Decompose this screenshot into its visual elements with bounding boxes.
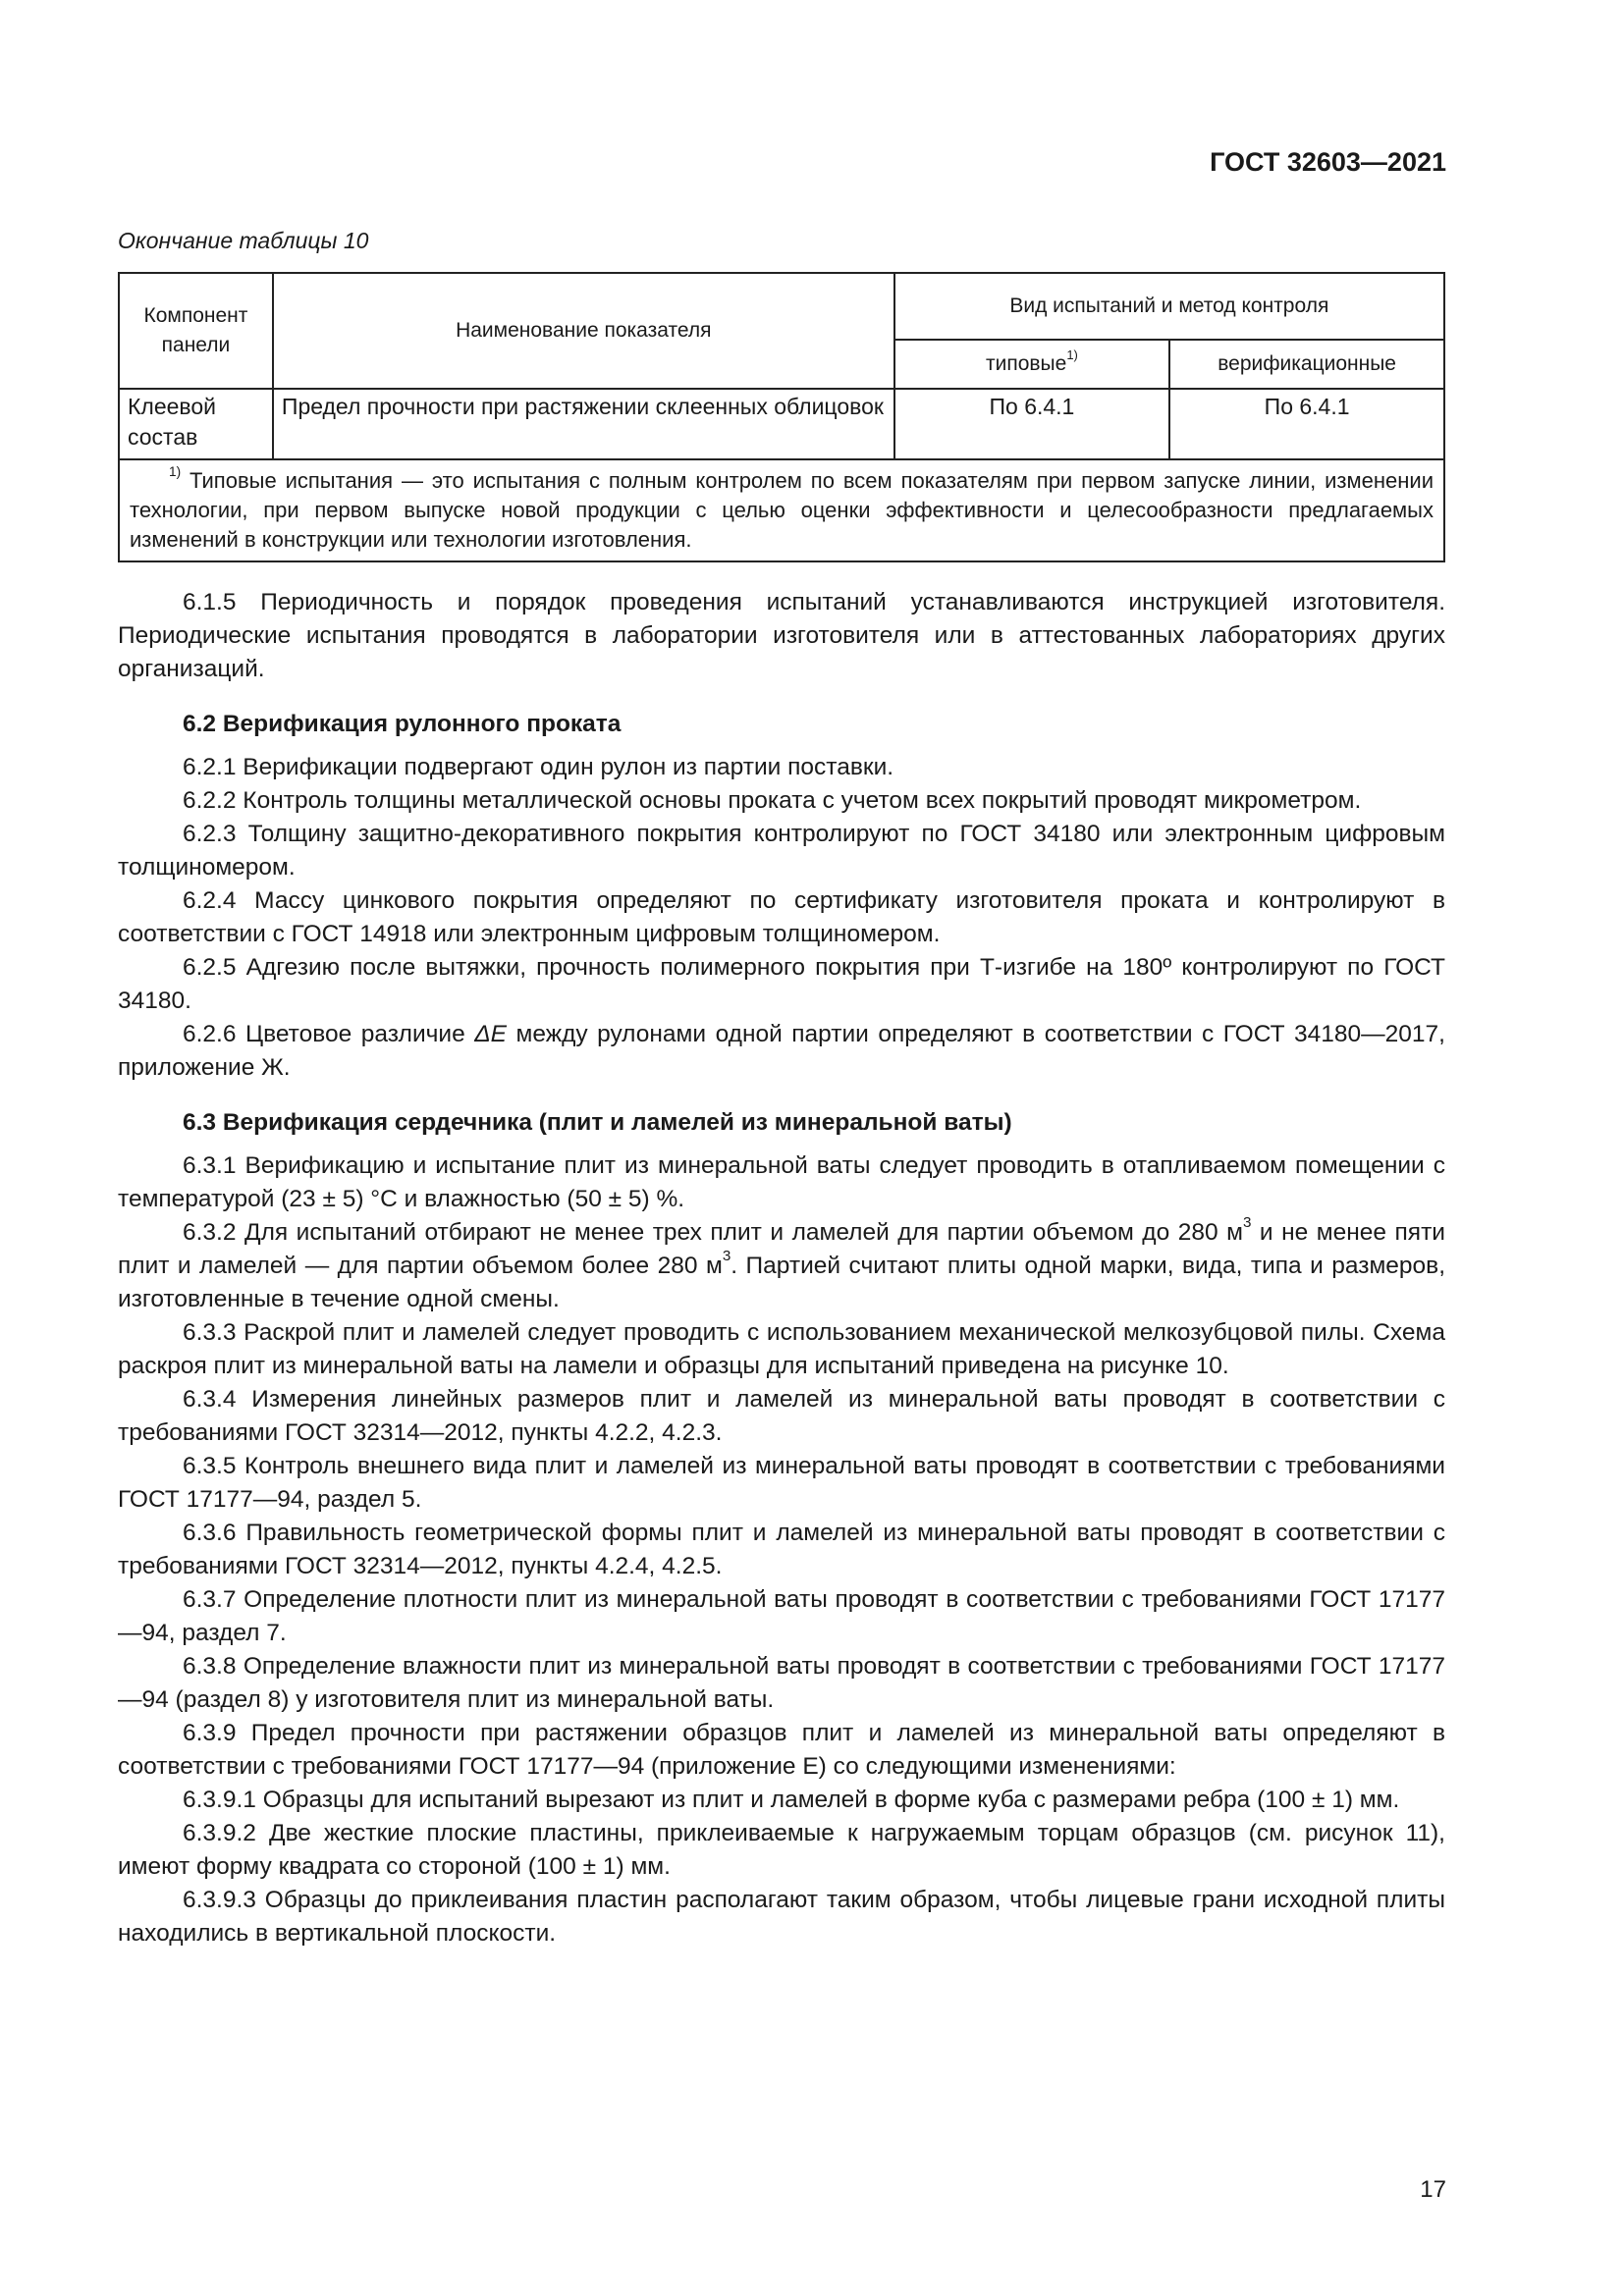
paragraph-6-3-1: 6.3.1 Верификацию и испытание плит из минеральной ваты следует проводить в отапливаемом помещении с температурой (23 ± 5) °С и влажностью (50 ± 5) %.: [118, 1152, 1445, 1212]
paragraph-6-3-6: 6.3.6 Правильность геометрической формы плит и ламелей из минеральной ваты проводят в соответствии с требованиями ГОСТ 32314—2012, пункты 4.2.4, 4.2.5.: [118, 1520, 1445, 1579]
p632-sup-2: 3: [722, 1248, 731, 1265]
delta-e-symbol: ΔE: [474, 1021, 507, 1047]
paragraph-6-3-8: 6.3.8 Определение влажности плит из минеральной ваты проводят в соответствии с требованиями ГОСТ 17177—94 (раздел 8) у изготовителя плит из минеральной ваты.: [118, 1653, 1445, 1713]
header-component: Компонент панели: [119, 273, 273, 389]
page-number: 17: [1420, 2176, 1446, 2203]
table-row: [119, 389, 1444, 459]
p632-sup-1: 3: [1242, 1214, 1252, 1232]
cell-type-method: По 6.4.1: [894, 389, 1170, 459]
paragraph-6-3-9-3: 6.3.9.3 Образцы до приклеивания пластин располагают таким образом, чтобы лицевые грани исходной плиты находились в вертикальной плоскости.: [118, 1887, 1445, 1947]
header-indicator: Наименование показателя: [273, 273, 894, 389]
paragraph-6-3-4: 6.3.4 Измерения линейных размеров плит и ламелей из минеральной ваты проводят в соответствии с требованиями ГОСТ 32314—2012, пункты 4.2.2, 4.2.3.: [118, 1386, 1445, 1446]
body-text: [118, 586, 1445, 1950]
paragraph-6-3-5: 6.3.5 Контроль внешнего вида плит и ламелей из минеральной ваты проводят в соответствии с требованиями ГОСТ 17177—94, раздел 5.: [118, 1453, 1445, 1513]
header-test-group: Вид испытаний и метод контроля: [894, 273, 1444, 340]
cell-component: Клеевой состав: [119, 389, 273, 459]
paragraph-6-3-7: 6.3.7 Определение плотности плит из минеральной ваты проводят в соответствии с требованиями ГОСТ 17177—94, раздел 7.: [118, 1586, 1445, 1646]
footnote-text: Типовые испытания — это испытания с полным контролем по всем показателям при первом запуске линии, изменении технологии, при первом выпуске новой продукции с целью оценки эффективности и целесообразности предлагаемых изменений в конструкции или технологии изготовления.: [130, 468, 1434, 552]
paragraph-6-2-1: 6.2.1 Верификации подвергают один рулон из партии поставки.: [183, 754, 894, 780]
footnote-mark: 1): [169, 464, 182, 480]
document-id: ГОСТ 32603—2021: [1210, 147, 1446, 177]
p632-part-c: . Партией считают плиты одной марки, вида, типа и размеров, изготовленные в течение одной смены.: [118, 1253, 1445, 1312]
paragraph-6-3-9-2: 6.3.9.2 Две жесткие плоские пластины, приклеиваемые к нагружаемым торцам образцов (см. рисунок 11), имеют форму квадрата со стороной (100 ± 1) мм.: [118, 1820, 1445, 1880]
paragraph-6-3-3: 6.3.3 Раскрой плит и ламелей следует проводить с использованием механической мелкозубцовой пилы. Схема раскроя плит из минеральной ваты на ламели и образцы для испытаний приведена на рисунке 10.: [118, 1319, 1445, 1379]
cell-verification-method: По 6.4.1: [1169, 389, 1444, 459]
paragraph-6-2-6: [118, 1018, 1445, 1085]
paragraph-6-1-5: 6.1.5 Периодичность и порядок проведения испытаний устанавливаются инструкцией изготовителя. Периодические испытания проводятся в лаборатории изготовителя или в аттестованных лабораториях других организаций.: [118, 589, 1445, 682]
paragraph-6-2-2: 6.2.2 Контроль толщины металлической основы проката с учетом всех покрытий проводят микрометром.: [183, 787, 1362, 814]
paragraph-6-3-2: [118, 1216, 1445, 1316]
paragraph-6-2-4: 6.2.4 Массу цинкового покрытия определяют по сертификату изготовителя проката и контролируют в соответствии с ГОСТ 14918 или электронным цифровым толщиномером.: [118, 887, 1445, 947]
header-type-tests-sup: 1): [1066, 347, 1078, 362]
table-footnote-row: [119, 459, 1444, 561]
p626-part-a: 6.2.6 Цветовое различие: [183, 1021, 475, 1047]
table-10: [118, 272, 1445, 562]
table-caption: Окончание таблицы 10: [118, 228, 369, 253]
heading-6-3: 6.3 Верификация сердечника (плит и ламелей из минеральной ваты): [183, 1109, 1012, 1136]
header-type-tests: [894, 340, 1170, 389]
cell-indicator: Предел прочности при растяжении склеенных облицовок: [273, 389, 894, 459]
paragraph-6-3-9: 6.3.9 Предел прочности при растяжении образцов плит и ламелей из минеральной ваты определяют в соответствии с требованиями ГОСТ 17177—94 (приложение Е) со следующими изменениями:: [118, 1720, 1445, 1780]
paragraph-6-3-9-1: 6.3.9.1 Образцы для испытаний вырезают из плит и ламелей в форме куба с размерами ребра (100 ± 1) мм.: [183, 1787, 1400, 1813]
header-verification: верификационные: [1169, 340, 1444, 389]
heading-6-2: 6.2 Верификация рулонного проката: [183, 711, 622, 737]
p632-part-a: 6.3.2 Для испытаний отбирают не менее трех плит и ламелей для партии объемом до 280 м: [183, 1219, 1243, 1246]
paragraph-6-2-3: 6.2.3 Толщину защитно-декоративного покрытия контролируют по ГОСТ 34180 или электронным цифровым толщиномером.: [118, 821, 1445, 881]
paragraph-6-2-5: 6.2.5 Адгезию после вытяжки, прочность полимерного покрытия при Т-изгибе на 180º контролируют по ГОСТ 34180.: [118, 954, 1445, 1014]
p626-part-b: между рулонами одной партии определяют в соответствии с ГОСТ 34180—2017, приложение Ж.: [118, 1021, 1445, 1081]
table-footnote: [119, 459, 1444, 561]
table-header-row-1: [119, 273, 1444, 340]
header-type-tests-label: типовые: [985, 352, 1067, 375]
p632-part-b: и не менее пяти плит и ламелей — для партии объемом более 280 м: [118, 1219, 1445, 1279]
